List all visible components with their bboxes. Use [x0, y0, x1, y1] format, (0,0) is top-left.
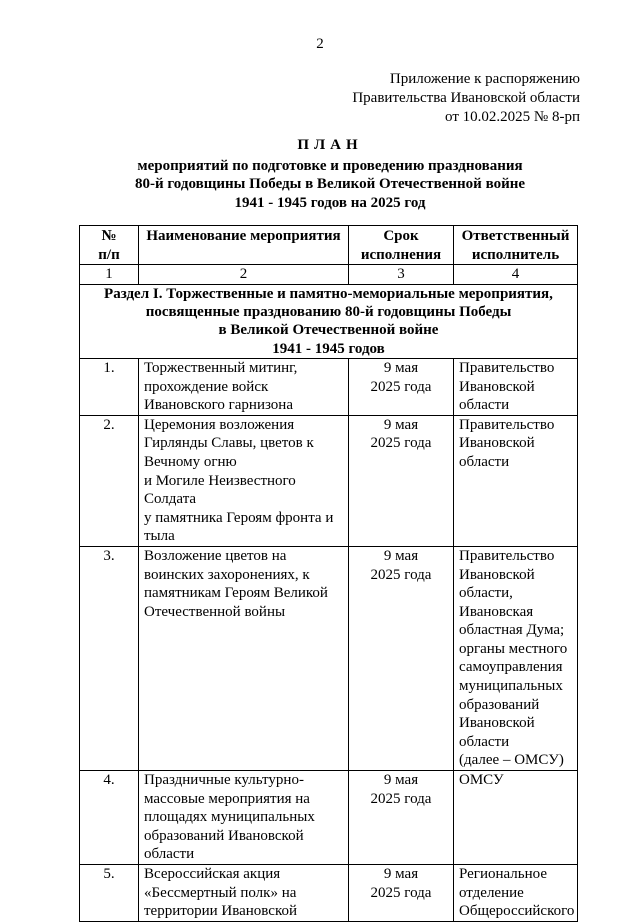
event-term-line: 2025 года: [370, 435, 432, 452]
event-name: [139, 358, 349, 415]
event-name-line: области: [144, 846, 195, 863]
event-responsible-line: Ивановской: [459, 715, 535, 732]
table-header-row: [80, 226, 578, 265]
event-name-line: «Бессмертный полк» на: [144, 884, 297, 901]
event-name-line: Всероссийская акция: [144, 866, 281, 882]
event-term-line: 9 мая: [383, 359, 419, 376]
column-number: 3: [349, 265, 454, 285]
event-responsible-line: органы местного: [459, 640, 568, 657]
event-name-line: Отечественной войны: [144, 603, 286, 620]
title-line: мероприятий по подготовке и проведению празднования: [137, 157, 523, 174]
event-name-line: прохождение войск: [144, 378, 269, 395]
text-line: 1941 - 1945 годов: [272, 340, 385, 357]
event-responsible-line: области,: [459, 585, 513, 602]
table-row: [80, 546, 578, 770]
event-term-line: 9 мая: [383, 866, 419, 882]
table-body: [80, 265, 578, 922]
event-term: [349, 358, 454, 415]
table-row: [80, 865, 578, 922]
event-name-line: образований Ивановской: [144, 827, 304, 844]
event-term-line: 9 мая: [383, 547, 419, 564]
event-responsible-line: области: [459, 733, 510, 750]
column-number: 4: [454, 265, 578, 285]
event-term-line: 2025 года: [370, 566, 432, 583]
event-name-line: Торжественный митинг,: [144, 359, 298, 376]
event-name-line: территории Ивановской: [144, 903, 298, 920]
text-line: п/п: [98, 246, 120, 263]
event-name-line: площадях муниципальных: [144, 809, 315, 826]
event-responsible-line: области: [459, 397, 510, 414]
event-responsible: [454, 771, 578, 865]
event-name-line: у памятника Героям фронта и: [144, 509, 334, 526]
page-number: 2: [316, 36, 324, 52]
event-responsible-line: областная Дума;: [459, 622, 565, 639]
event-name-line: воинских захоронениях, к: [144, 566, 310, 583]
event-responsible: [454, 358, 578, 415]
event-responsible-line: Региональное: [459, 866, 547, 882]
title-line: 1941 - 1945 годов на 2025 год: [234, 194, 426, 211]
table-row: [80, 415, 578, 546]
event-responsible-line: муниципальных: [459, 678, 563, 695]
document-title: [80, 136, 580, 212]
section-title: [80, 284, 578, 358]
event-term: [349, 865, 454, 922]
event-name-line: Ивановского гарнизона: [144, 397, 293, 414]
row-number: 5.: [80, 865, 139, 922]
header-name: [139, 226, 349, 265]
event-term-line: 2025 года: [370, 884, 432, 901]
event-term: [349, 415, 454, 546]
event-responsible-line: Ивановская: [459, 603, 534, 620]
event-term: [349, 771, 454, 865]
event-responsible-line: образований: [459, 696, 540, 713]
plan-heading: ПЛАН: [297, 137, 363, 153]
header-responsible: [454, 226, 578, 265]
table-row: [80, 358, 578, 415]
event-name-line: Солдата: [144, 491, 197, 508]
text-line: исполнения: [360, 246, 442, 263]
event-responsible: [454, 546, 578, 770]
event-name-line: памятникам Героям Великой: [144, 585, 328, 602]
event-responsible-line: Общероссийского: [459, 903, 575, 920]
text-line: исполнитель: [471, 246, 560, 263]
event-name-line: Возложение цветов на: [144, 547, 287, 564]
event-name-line: массовые мероприятия на: [144, 790, 310, 807]
event-name-line: Гирлянды Славы, цветов к: [144, 435, 314, 452]
appendix-line: от 10.02.2025 № 8-рп: [445, 109, 580, 125]
event-name-line: Праздничные культурно-: [144, 772, 304, 789]
event-name: [139, 771, 349, 865]
row-number: 4.: [80, 771, 139, 865]
text-line: посвященные празднованию 80-й годовщины Победы: [145, 304, 512, 321]
column-number: 2: [139, 265, 349, 285]
event-responsible-line: ОМСУ: [459, 772, 504, 789]
event-responsible-line: Правительство: [459, 416, 555, 433]
event-responsible-line: Ивановской: [459, 566, 535, 583]
section-row: [80, 284, 578, 358]
event-name-line: тыла: [144, 528, 175, 545]
event-name: [139, 415, 349, 546]
text-line: Ответственный: [461, 228, 570, 244]
event-responsible-line: Ивановской: [459, 378, 535, 395]
event-responsible-line: самоуправления: [459, 659, 563, 676]
event-responsible-line: области: [459, 453, 510, 470]
event-name-line: Вечному огню: [144, 453, 237, 470]
event-responsible-line: Правительство: [459, 359, 555, 376]
column-number-row: [80, 265, 578, 285]
text-line: Раздел I. Торжественные и памятно-мемориальные мероприятия,: [104, 285, 553, 302]
event-name-line: Церемония возложения: [144, 416, 295, 433]
event-responsible-line: (далее – ОМСУ): [459, 752, 564, 769]
event-name: [139, 865, 349, 922]
row-number: 2.: [80, 415, 139, 546]
text-line: №: [101, 228, 117, 244]
event-term-line: 2025 года: [370, 790, 432, 807]
row-number: 1.: [80, 358, 139, 415]
row-number: 3.: [80, 546, 139, 770]
event-name: [139, 546, 349, 770]
text-line: Наименование мероприятия: [146, 228, 341, 244]
appendix-line: Правительства Ивановской области: [352, 90, 580, 106]
event-term: [349, 546, 454, 770]
plan-table: [79, 225, 578, 922]
table-row: [80, 771, 578, 865]
event-responsible: [454, 415, 578, 546]
event-name-line: и Могиле Неизвестного: [144, 472, 296, 489]
event-responsible-line: Ивановской: [459, 435, 535, 452]
event-responsible-line: отделение: [459, 884, 524, 901]
event-responsible-line: Правительство: [459, 547, 555, 564]
title-line: 80-й годовщины Победы в Великой Отечественной войне: [134, 176, 526, 192]
event-responsible: [454, 865, 578, 922]
event-term-line: 2025 года: [370, 378, 432, 395]
text-line: в Великой Отечественной войне: [218, 322, 439, 339]
event-term-line: 9 мая: [383, 416, 419, 433]
header-num: [80, 226, 139, 265]
event-term-line: 9 мая: [383, 772, 419, 789]
text-line: Срок: [383, 228, 419, 244]
appendix-note: [280, 70, 580, 127]
appendix-line: Приложение к распоряжению: [389, 71, 580, 87]
header-term: [349, 226, 454, 265]
column-number: 1: [80, 265, 139, 285]
